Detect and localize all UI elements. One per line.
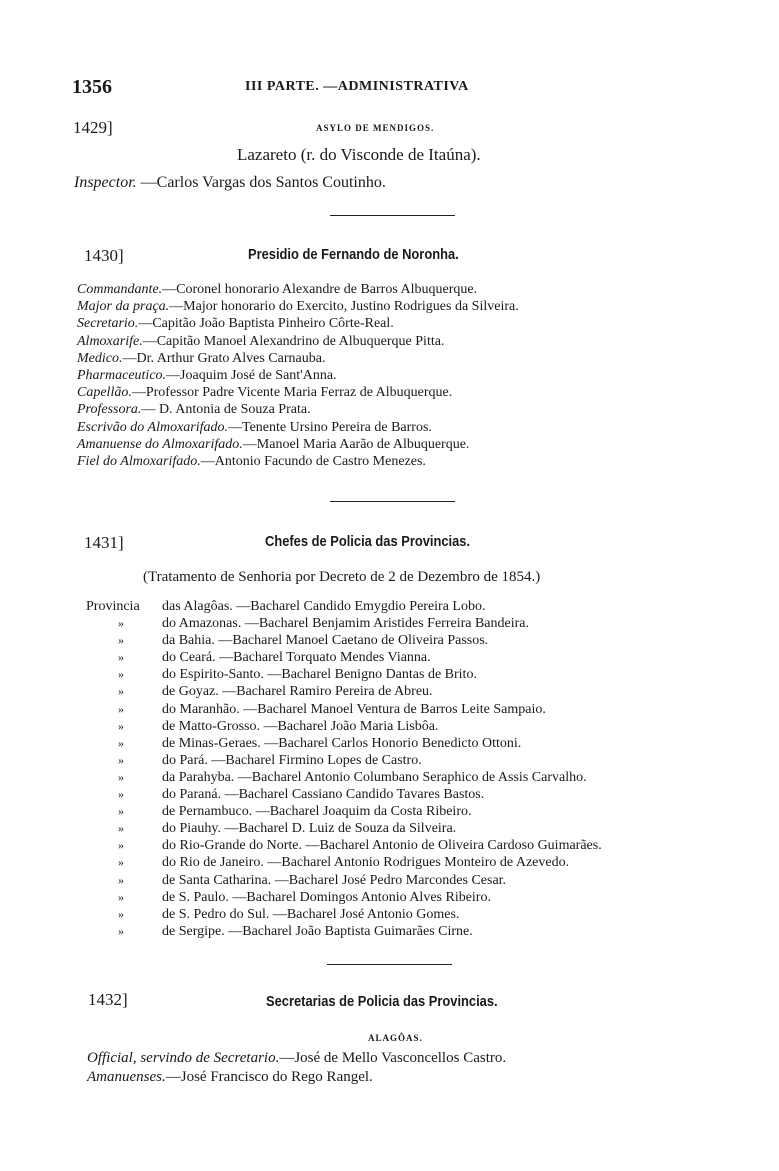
inspector-line <box>74 174 386 192</box>
section-number-1431: 1431] <box>84 533 124 552</box>
province-row <box>86 872 602 889</box>
province-text: de Santa Catharina. —Bacharel José Pedro Marcondes Cesar. <box>162 872 507 888</box>
staff-row <box>77 453 519 470</box>
province-text: de Goyaz. —Bacharel Ramiro Pereira de Abreu. <box>162 684 433 700</box>
provincia-label: Provincia <box>86 599 140 614</box>
province-row <box>86 769 602 786</box>
staff-role: Major da praça. <box>77 299 170 315</box>
province-row <box>86 718 602 735</box>
ditto-mark: » <box>118 752 124 767</box>
province-row <box>86 803 602 820</box>
staff-role: Professora. <box>77 402 142 418</box>
ditto-mark: » <box>118 684 124 699</box>
staff-name: —Major honorario do Exercito, Justino Rodrigues da Silveira. <box>169 299 519 315</box>
staff-name: —Manoel Maria Aarão de Albuquerque. <box>242 436 470 452</box>
staff-row <box>87 1069 506 1088</box>
inspector-name: —Carlos Vargas dos Santos Coutinho. <box>140 174 386 191</box>
divider-1 <box>330 215 455 216</box>
ditto-mark: » <box>118 787 124 802</box>
divider-3 <box>327 964 452 965</box>
ditto-mark: » <box>118 889 124 904</box>
ditto-mark: » <box>118 821 124 836</box>
inspector-title: Inspector. <box>74 174 137 191</box>
staff-role: Secretario. <box>77 316 139 332</box>
province-text: do Paraná. —Bacharel Cassiano Candido Tavares Bastos. <box>162 787 485 803</box>
province-row <box>86 701 602 718</box>
staff-role: Fiel do Almoxarifado. <box>77 453 201 469</box>
ditto-mark: » <box>118 838 124 853</box>
section-subtitle-1432: ALAGÔAS. <box>368 1033 423 1043</box>
province-text: das Alagôas. —Bacharel Candido Emygdio Pereira Lobo. <box>162 599 486 614</box>
staff-name: —Dr. Arthur Grato Alves Carnauba. <box>122 350 326 366</box>
ditto-mark: » <box>118 804 124 819</box>
staff-row <box>77 281 519 298</box>
secretaria-staff-list <box>87 1050 506 1088</box>
staff-name: —Tenente Ursino Pereira de Barros. <box>228 419 432 435</box>
staff-name: —Capitão Manoel Alexandrino de Albuquerque Pitta. <box>142 333 445 349</box>
province-text: da Parahyba. —Bacharel Antonio Columbano Seraphico de Assis Carvalho. <box>162 769 587 785</box>
staff-role: Medico. <box>77 350 123 366</box>
staff-name: —Coronel honorario Alexandre de Barros Albuquerque. <box>162 282 478 297</box>
staff-row <box>77 333 519 350</box>
ditto-mark: » <box>118 650 124 665</box>
staff-role: Commandante. <box>77 282 163 297</box>
staff-name: —Professor Padre Vicente Maria Ferraz de Albuquerque. <box>131 385 453 401</box>
ditto-mark: » <box>118 769 124 784</box>
province-row <box>86 649 602 666</box>
staff-row <box>77 350 519 367</box>
staff-row <box>77 367 519 384</box>
section-title-1432: Secretarias de Policia das Provincias. <box>266 993 498 1010</box>
staff-row <box>77 384 519 401</box>
province-text: de S. Paulo. —Bacharel Domingos Antonio Alves Ribeiro. <box>162 889 491 905</box>
ditto-mark: » <box>118 633 124 648</box>
staff-role: Official, servindo de Secretario. <box>87 1050 280 1066</box>
section-number-1432: 1432] <box>88 990 128 1009</box>
ditto-mark: » <box>118 735 124 750</box>
staff-role: Escrivão do Almoxarifado. <box>77 419 229 435</box>
staff-row <box>77 401 519 418</box>
ditto-mark: » <box>118 872 124 887</box>
section-note-1431: (Tratamento de Senhoria por Decreto de 2 de Dezembro de 1854.) <box>143 569 541 585</box>
province-row <box>86 735 602 752</box>
ditto-mark: » <box>118 923 124 938</box>
section-address-1429: Lazareto (r. do Visconde de Itaúna). <box>237 145 481 164</box>
provinces-list <box>86 598 602 940</box>
province-row <box>86 786 602 803</box>
province-row <box>86 889 602 906</box>
ditto-mark: » <box>118 701 124 716</box>
presidio-staff-list <box>77 281 519 470</box>
province-row <box>86 923 602 940</box>
staff-role: Amanuense do Almoxarifado. <box>77 436 243 452</box>
staff-role: Pharmaceutico. <box>77 367 167 383</box>
section-number-1430: 1430] <box>84 246 124 265</box>
province-text: de Pernambuco. —Bacharel Joaquim da Costa Ribeiro. <box>162 804 472 820</box>
staff-name: —Capitão João Baptista Pinheiro Côrte-Real. <box>138 316 394 332</box>
province-row <box>86 683 602 700</box>
province-text: do Maranhão. —Bacharel Manoel Ventura de Barros Leite Sampaio. <box>162 701 546 717</box>
province-row <box>86 837 602 854</box>
staff-role: Amanuenses. <box>87 1069 166 1085</box>
province-row <box>86 820 602 837</box>
section-title-1431: Chefes de Policia das Provincias. <box>265 533 471 550</box>
staff-name: —José Francisco do Rego Rangel. <box>165 1069 373 1085</box>
province-row <box>86 666 602 683</box>
province-text: do Piauhy. —Bacharel D. Luiz de Souza da Silveira. <box>162 821 457 837</box>
province-row <box>86 854 602 871</box>
ditto-mark: » <box>118 718 124 733</box>
province-text: da Bahia. —Bacharel Manoel Caetano de Oliveira Passos. <box>162 633 489 649</box>
divider-2 <box>330 501 455 502</box>
staff-row <box>77 315 519 332</box>
ditto-mark: » <box>118 855 124 870</box>
province-text: de S. Pedro do Sul. —Bacharel José Antonio Gomes. <box>162 906 460 922</box>
page-number: 1356 <box>72 76 112 98</box>
province-text: de Matto-Grosso. —Bacharel João Maria Lisbôa. <box>162 718 439 734</box>
province-row <box>86 752 602 769</box>
province-text: do Rio de Janeiro. —Bacharel Antonio Rodrigues Monteiro de Azevedo. <box>162 855 570 871</box>
staff-row <box>87 1050 506 1069</box>
province-text: de Sergipe. —Bacharel João Baptista Guimarães Cirne. <box>162 923 473 939</box>
staff-role: Capellão. <box>77 385 132 401</box>
running-title: III PARTE. —ADMINISTRATIVA <box>245 79 469 94</box>
staff-row <box>77 436 519 453</box>
province-row <box>86 906 602 923</box>
section-number-1429: 1429] <box>73 118 113 137</box>
ditto-mark: » <box>118 667 124 682</box>
ditto-mark: » <box>118 906 124 921</box>
staff-row <box>77 298 519 315</box>
province-text: do Amazonas. —Bacharel Benjamim Aristides Ferreira Bandeira. <box>162 616 530 632</box>
province-text: do Espirito-Santo. —Bacharel Benigno Dantas de Brito. <box>162 667 477 683</box>
province-row <box>86 598 602 615</box>
province-text: do Ceará. —Bacharel Torquato Mendes Vianna. <box>162 650 431 666</box>
province-row <box>86 615 602 632</box>
staff-name: —José de Mello Vasconcellos Castro. <box>279 1050 507 1066</box>
section-title-1430: Presidio de Fernando de Noronha. <box>248 246 459 263</box>
section-subtitle-1429: ASYLO DE MENDIGOS. <box>316 123 435 133</box>
ditto-mark: » <box>118 616 124 631</box>
staff-name: — D. Antonia de Souza Prata. <box>141 402 311 418</box>
staff-role: Almoxarife. <box>77 333 143 349</box>
staff-row <box>77 419 519 436</box>
province-row <box>86 632 602 649</box>
staff-name: —Antonio Facundo de Castro Menezes. <box>200 453 426 469</box>
province-text: de Minas-Geraes. —Bacharel Carlos Honorio Benedicto Ottoni. <box>162 735 522 751</box>
province-text: do Pará. —Bacharel Firmino Lopes de Castro. <box>162 752 422 768</box>
staff-name: —Joaquim José de Sant'Anna. <box>166 367 337 383</box>
province-text: do Rio-Grande do Norte. —Bacharel Antonio de Oliveira Cardoso Guimarães. <box>162 838 602 854</box>
